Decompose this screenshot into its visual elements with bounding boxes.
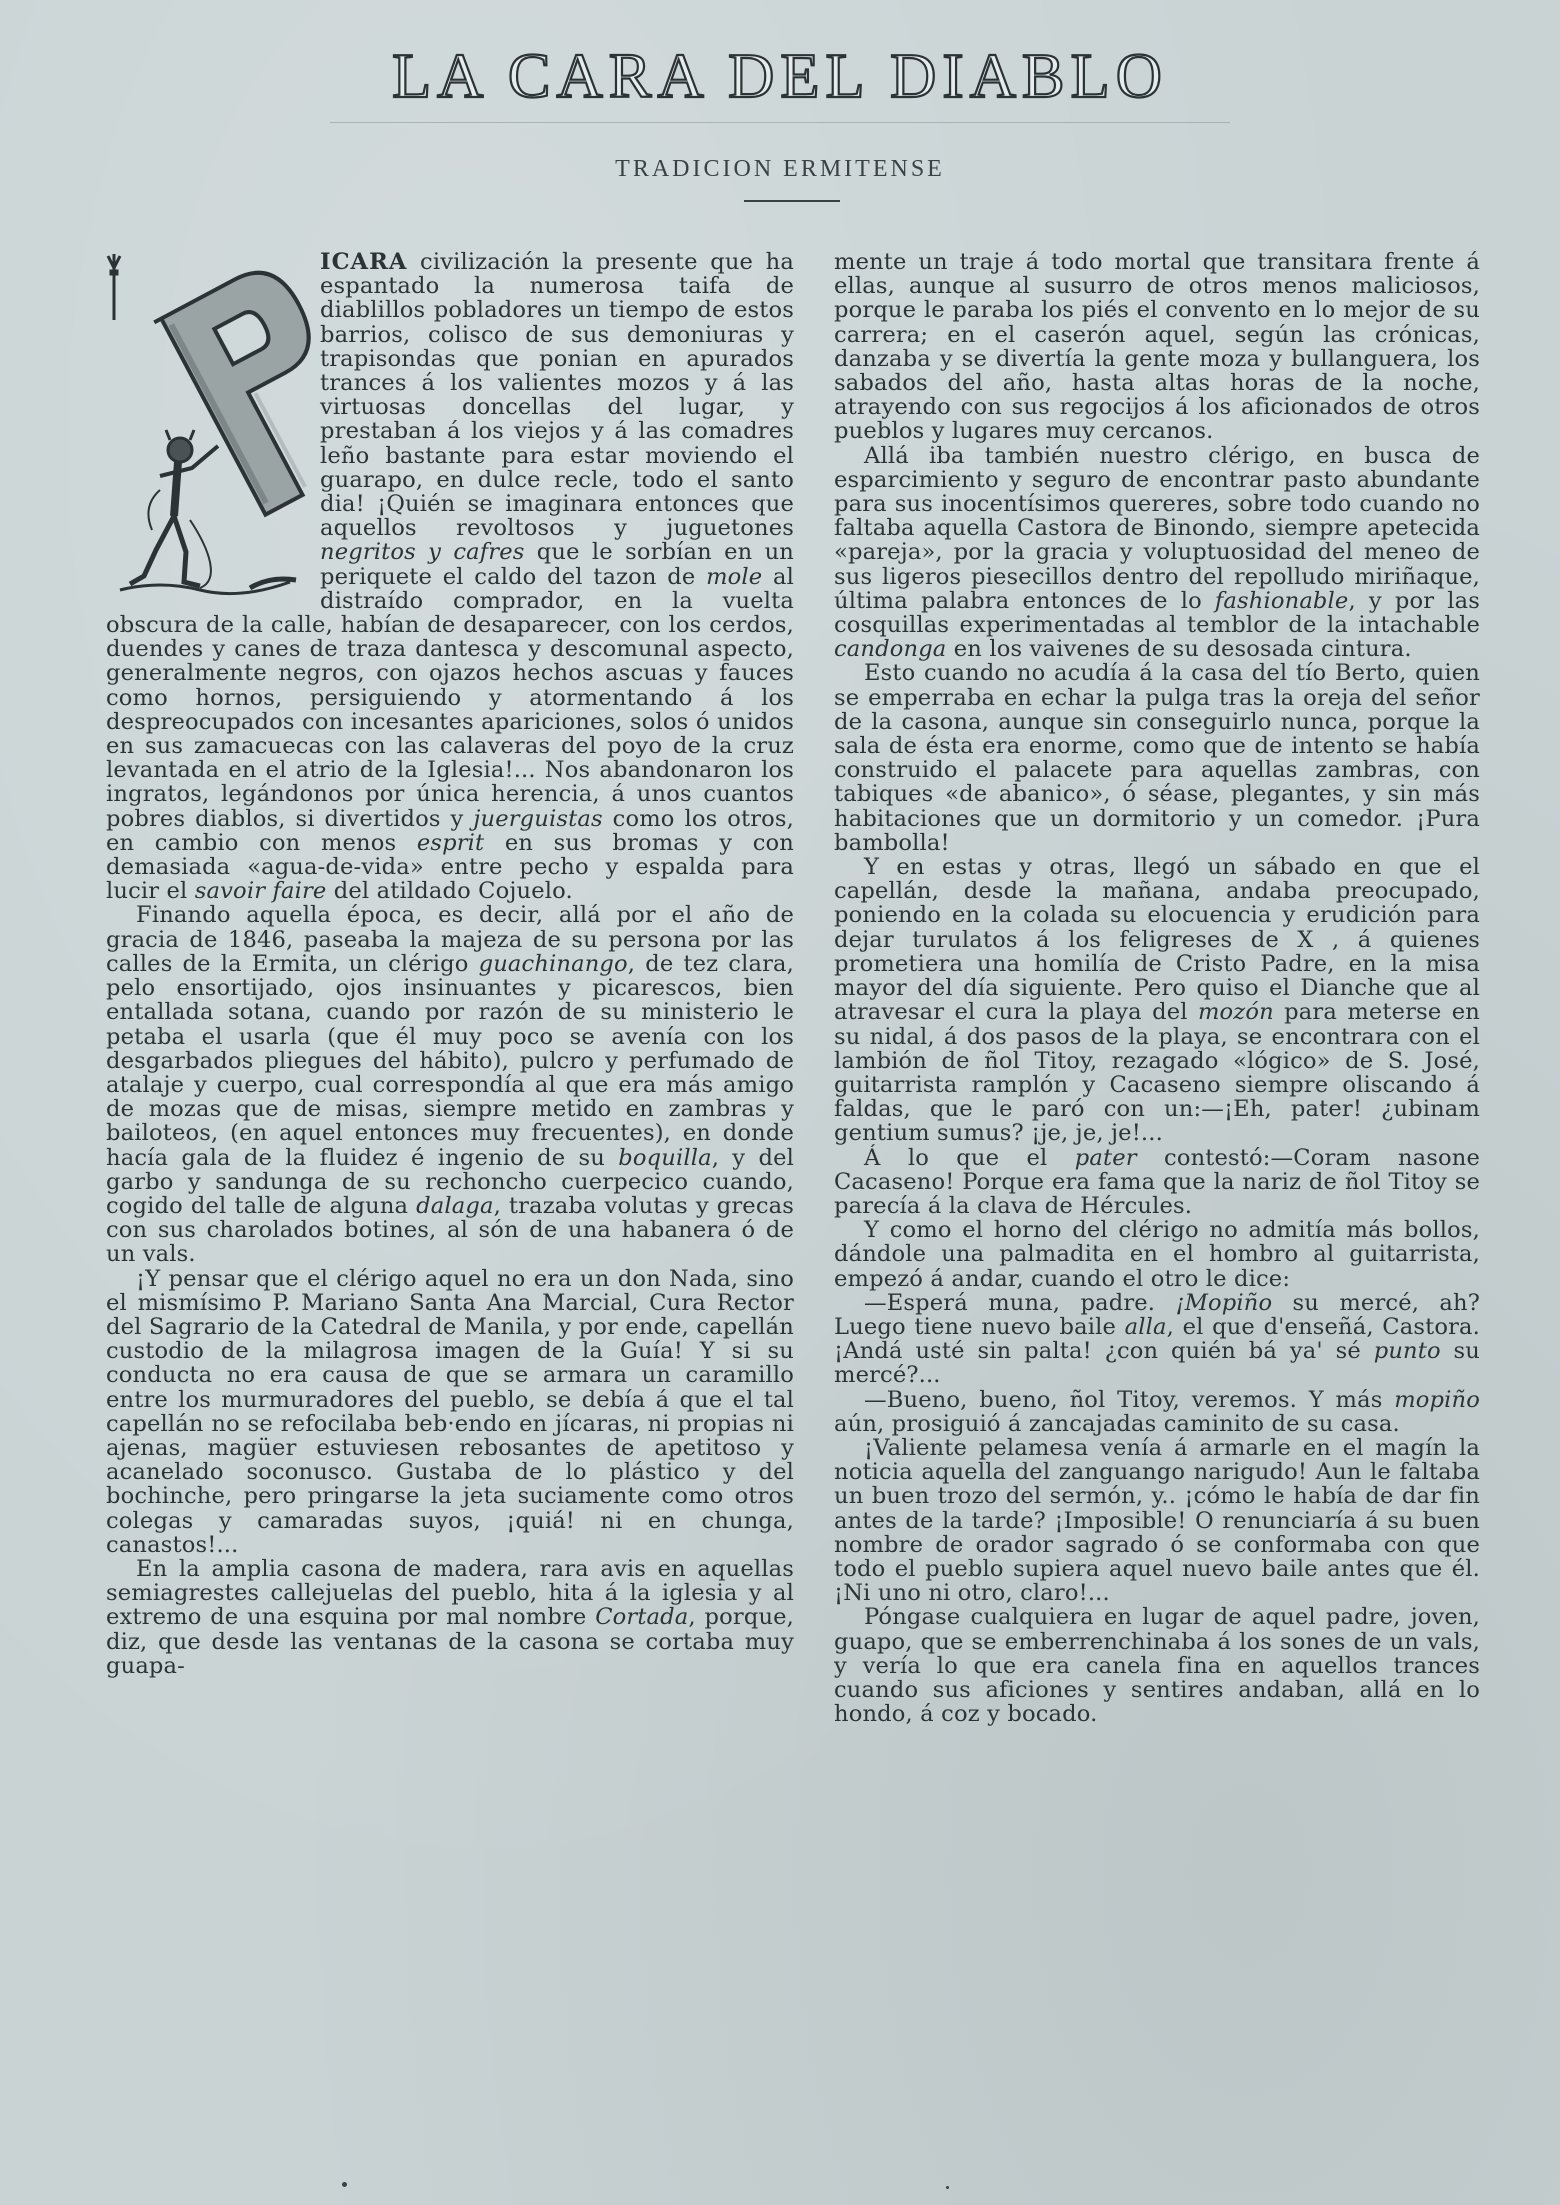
right-paragraph-3: Esto cuando no acudía á la casa del tío Berto, quien se emperraba en echar la pulga tras la oreja del señor de la casona, aunque sin conseguirlo nunca, porque la sala de ésta era enorme, como que de intento se había construido el palacete para aquellas zambras, con tabiques «de abanico», ó séase, plegantes, y sin más habitaciones que un dormitorio y un comedor. ¡Pura bambolla!: [834, 660, 1480, 856]
left-paragraph-3: ¡Y pensar que el clérigo aquel no era un don Nada, sino el mismísimo P. Mariano Santa Ana Marcial, Cura Rector del Sagrario de la Catedral de Manila, y por ende, capellán custodio de la milagrosa imagen de la Guía! Y si su conducta no era causa de que se armara un caramillo entre los murmuradores del pueblo, se debía á que el tal capellán no se refocilaba beb·endo en jícaras, ni propias ni ajenas, magüer estuviesen rebosantes de apetitoso y acanelado soconusco. Gustaba de lo plástico y del bochinche, pero pringarse la jeta suciamente como otros colegas y camaradas suyos, ¡quiá! ni en chunga, canastos!...: [106, 1265, 794, 1558]
right-paragraph-9: ¡Valiente pelamesa venía á armarle en el magín la noticia aquella del zanguango narigudo! Aun le faltaba un buen trozo del sermón, y.. ¡cómo le había de dar fin antes de la tarde? ¡Imposible! O renunciaría á su buen nombre de orador sagrado ó se conformaba con que todo el pueblo supiera aquel nuevo baile antes que él. ¡Ni uno ni otro, claro!...: [834, 1434, 1480, 1607]
right-column: [834, 250, 1480, 1726]
right-paragraph-4: Y en estas y otras, llegó un sábado en que el capellán, desde la mañana, andaba preocupado, poniendo en la colada su elocuencia y erudición para dejar turulatos á los feligreses de X , á quienes prometiera una homilía de Cristo Padre, en la misa mayor del día siguiente. Pero quiso el Dianche que al atravesar el cura la playa del mozón para meterse en su nidal, á dos pasos de la playa, se encontrara con el lambión de ñol Titoy, rezagado «lógico» de S. José, guitarrista ramplón y Cacaseno siempre oliscando á faldas, que le paró con un:—¡Eh, pater! ¿ubinam gentium sumus? ¡je, je, je!...: [834, 854, 1480, 1147]
devil-carrying-letter-p-illustration: [100, 250, 314, 600]
pitchfork-ornament-icon: [108, 254, 120, 320]
right-paragraph-7: —Esperá muna, padre. ¡Mopiño su mercé, ah? Luego tiene nuevo baile alla, el que d'enseñá, Castora. ¡Andá usté sin palta! ¿con quién bá ya' sé punto su mercé?...: [834, 1289, 1481, 1389]
devil-figure-icon: [130, 430, 218, 588]
right-paragraph-5: Á lo que el pater contestó:—Coram nasone Cacaseno! Porque era fama que la nariz de ñol Titoy se parecía á la clava de Hércules.: [834, 1144, 1481, 1219]
page-subtitle: TRADICION ERMITENSE: [615, 156, 945, 182]
left-paragraph-4: En la amplia casona de madera, rara avis en aquellas semiagrestes callejuelas del pueblo, hita á la iglesia y al extremo de una esquina por mal nombre Cortada, porque, diz, que desde las ventanas de la casona se cortaba muy guapa-: [106, 1555, 794, 1679]
page-title: LA CARA DEL DIABLO: [392, 40, 1168, 111]
left-column: [106, 250, 794, 1678]
subtitle-divider: [744, 200, 840, 202]
right-paragraph-2: Allá iba también nuestro clérigo, en busca de esparcimiento y seguro de encontrar pasto abundante para sus inocentísimos quereres, sobre todo cuando no faltaba aquella Castora de Binondo, siempre apetecida «pareja», por la gracia y voluptuosidad del meneo de sus ligeros piesecillos dentro del repolludo miriñaque, última palabra entonces de lo fashionable, y por las cosquillas experimentadas al temblor de la intachable candonga en los vaivenes de su desosada cintura.: [834, 442, 1480, 663]
title-divider: [330, 122, 1230, 123]
right-paragraph-6: Y como el horno del clérigo no admitía más bollos, dándole una palmadita en el hombro al guitarrista, empezó á andar, cuando el otro le dice:: [834, 1217, 1480, 1292]
lead-word: ICARA: [320, 249, 408, 275]
print-speck: [342, 2182, 347, 2187]
dropcap-illustration: [100, 250, 314, 600]
left-paragraph-1: ICARA civilización la presente que ha espantado la numerosa taifa de diablillos pobladores un tiempo de estos barrios, colisco de sus demoniuras y trapisondas que ponian en apurados trances á los valientes mozos y á las virtuosas doncellas del lugar, y prestaban á los viejos y á las comadres leño bastante para estar moviendo el guarapo, en dulce recle, todo el santo dia! ¡Quién se imaginara entonces que aquellos revoltosos y juguetones negritos y cafres que le sorbían en un periquete el caldo del tazon de mole al distraído comprador, en la vuelta obscura de la calle, habían de desaparecer, con los cerdos, duendes y canes de traza dantesca y descomunal aspecto, generalmente negros, con ojazos hechos ascuas y fauces como hornos, persiguiendo y atormentando á los despreocupados con incesantes apariciones, solos ó unidos en sus zamacuecas con las calaveras del poyo de la cruz levantada en el atrio de la Iglesia!... Nos abandonaron los ingratos, legándonos por única herencia, á unos cuantos pobres diablos, si divertidos y juerguistas como los otros, en cambio con menos esprit en sus bromas y con demasiada «agua-de-vida» entre pecho y espalda para lucir el savoir faire del atildado Cojuelo.: [106, 249, 795, 905]
left-paragraph-2: Finando aquella época, es decir, allá por el año de gracia de 1846, paseaba la majeza de su persona por las calles de la Ermita, un clérigo guachinango, de tez clara, pelo ensortijado, ojos insinuantes y picarescos, bien entallada sotana, cuando por razón de su ministerio le petaba el usarla (que él muy poco se avenía con los desgarbados pliegues del hábito), pulcro y perfumado de atalaje y cuerpo, cual correspondía al que era más amigo de mozas que de misas, siempre metido en zambras y bailoteos, (en aquel entonces muy frecuentes), en donde hacía gala de la fluidez é ingenio de su boquilla, y del garbo y sandunga de su rechoncho cuerpecico cuando, cogido del talle de alguna dalaga, trazaba volutas y grecas con sus charolados botines, al són de una habanera ó de un vals.: [106, 902, 795, 1268]
right-paragraph-10: Póngase cualquiera en lugar de aquel padre, joven, guapo, que se emberrenchinaba á los sones de un vals, y vería lo que era canela fina en aquellos trances cuando sus aficiones y sentires andaban, allá en lo hondo, á coz y bocado.: [834, 1604, 1480, 1728]
print-speck: [946, 2186, 949, 2189]
right-paragraph-8: —Bueno, bueno, ñol Titoy, veremos. Y más mopiño aún, prosiguió á zancajadas caminito de su casa.: [834, 1386, 1480, 1437]
right-paragraph-1: mente un traje á todo mortal que transitara frente á ellas, aunque al susurro de otros menos maliciosos, porque le paraba los piés el convento en lo mejor de su carrera; en el caserón aquel, según las crónicas, danzaba y se divertía la gente moza y bullanguera, los sabados del año, hasta altas horas de la noche, atrayendo con sus regocijos á los aficionados de otros pueblos y lugares muy cercanos.: [834, 249, 1480, 445]
